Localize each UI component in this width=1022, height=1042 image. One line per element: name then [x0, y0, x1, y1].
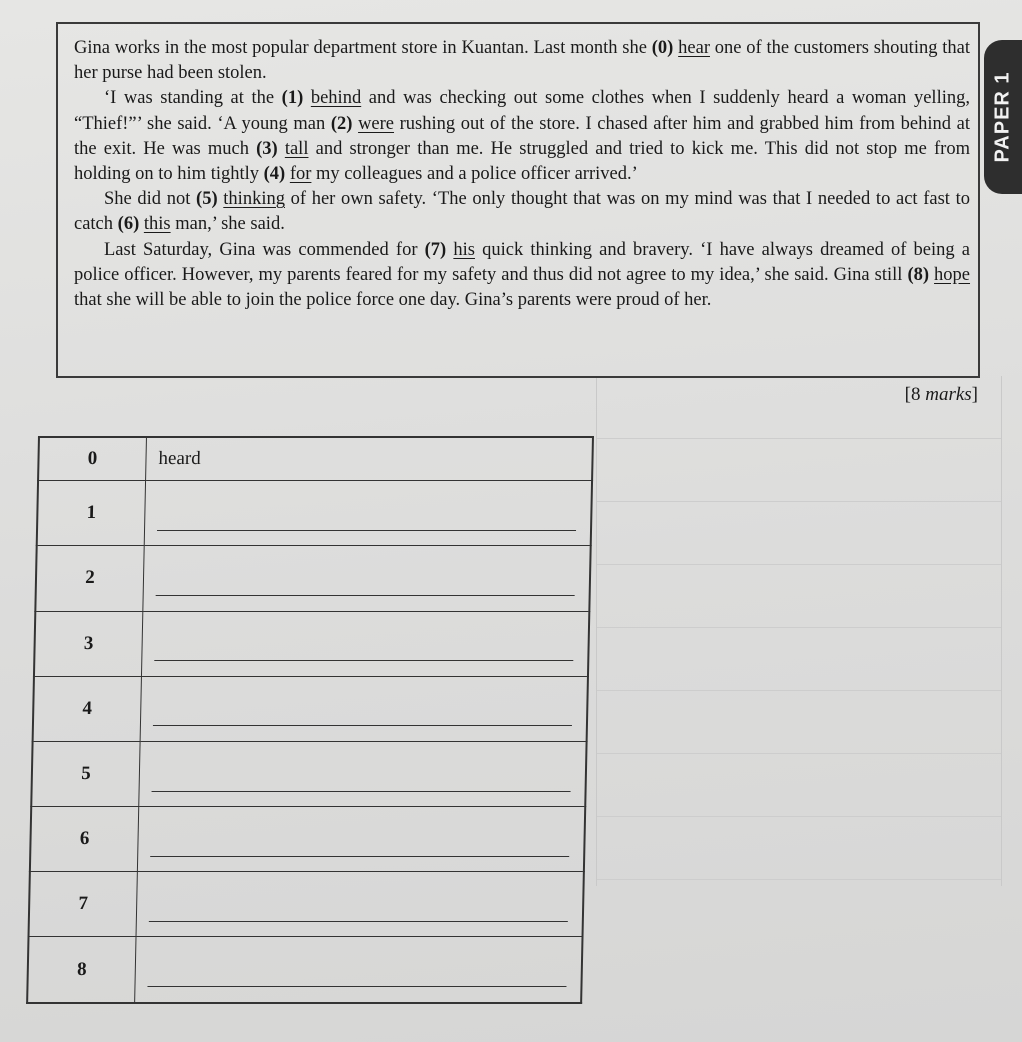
table-row-example: [38, 437, 593, 481]
answer-line[interactable]: [156, 575, 575, 596]
paragraph-1: Gina works in the most popular department store in Kuantan. Last month she (0) hear one of the customers shouting that her purse had been stolen.: [74, 38, 970, 84]
paper-tab-label: PAPER 1: [991, 71, 1014, 163]
answer-line[interactable]: [154, 640, 573, 661]
gap-number-2: (2): [330, 113, 353, 134]
gap-word-5: thinking: [223, 189, 285, 210]
answer-cell[interactable]: [143, 546, 591, 611]
paragraph-4: Last Saturday, Gina was commended for (7) his quick thinking and bravery. ‘I have always dreamed of being a police officer. However, my parents feared for my safety and thus did not agree to my idea,’ she said. Gina still (8) hope that she will be able to join the police force one day. Gina’s parents were proud of her.: [74, 239, 971, 311]
gap-word-8: hope: [934, 264, 971, 285]
answer-line[interactable]: [153, 705, 572, 726]
answer-cell[interactable]: [139, 741, 587, 806]
answer-line[interactable]: [157, 510, 576, 531]
gap-word-2: were: [358, 113, 395, 134]
answer-line[interactable]: [149, 901, 568, 922]
row-number: 3: [34, 611, 143, 676]
gap-number-5: (5): [196, 189, 218, 210]
answer-line[interactable]: [152, 771, 571, 792]
gap-number-0: (0): [651, 38, 674, 58]
gap-word-0: hear: [678, 38, 710, 58]
answer-cell[interactable]: [137, 807, 585, 872]
gap-number-6: (6): [117, 214, 140, 235]
answer-line[interactable]: [150, 836, 569, 857]
table-row: [37, 481, 592, 546]
row-number: 4: [33, 676, 142, 741]
table-row: [30, 807, 585, 872]
gap-word-1: behind: [310, 88, 362, 109]
gap-number-7: (7): [424, 239, 447, 260]
answer-line[interactable]: [147, 966, 566, 987]
gap-number-4: (4): [263, 164, 286, 185]
gap-word-7: his: [453, 239, 475, 260]
gap-word-4: for: [289, 164, 312, 185]
table-row: [34, 611, 589, 676]
gap-word-3: tall: [284, 138, 309, 159]
answer-cell[interactable]: [144, 481, 592, 546]
paragraph-2: ‘I was standing at the (1) behind and was checking out some clothes when I suddenly heard a woman yelling, “Thief!”’ she said. ‘A young man (2) were rushing out of the store. I chased after him and grabbed him from behind at the exit. He was much (3) tall and stronger than me. He struggled and tried to kick me. This did not stop me from holding on to him tightly (4) for my colleagues and a police officer arrived.’: [74, 88, 970, 185]
row-number: 7: [29, 872, 138, 937]
gap-word-6: this: [143, 214, 171, 235]
row-number: 1: [37, 481, 146, 546]
table-row: [31, 741, 586, 806]
marks-label: [8 marks]: [904, 384, 978, 405]
paragraph-3: She did not (5) thinking of her own safety. ‘The only thought that was on my mind was that I needed to act fast to catch (6) this man,’ she said.: [74, 189, 971, 235]
row-number: 5: [31, 741, 140, 806]
answer-cell[interactable]: [135, 937, 583, 1003]
example-answer-cell: [146, 437, 593, 481]
row-number: 6: [30, 807, 139, 872]
table-row: [35, 546, 590, 611]
row-number: 2: [35, 546, 144, 611]
answer-cell[interactable]: [141, 611, 589, 676]
answer-cell[interactable]: [136, 872, 584, 937]
row-number: 0: [38, 437, 146, 481]
gap-number-3: (3): [256, 138, 278, 159]
row-number: 8: [27, 937, 136, 1003]
gap-number-1: (1): [281, 88, 304, 109]
gap-number-8: (8): [907, 264, 930, 285]
passage-text: [74, 36, 970, 313]
table-row: [33, 676, 588, 741]
answer-table: [26, 436, 594, 1004]
example-answer: heard: [158, 448, 201, 470]
paper-section-tab: [984, 40, 1022, 194]
faint-background-table: [596, 376, 1002, 886]
answer-cell[interactable]: [140, 676, 588, 741]
table-row: [29, 872, 584, 937]
table-row: [27, 937, 582, 1003]
